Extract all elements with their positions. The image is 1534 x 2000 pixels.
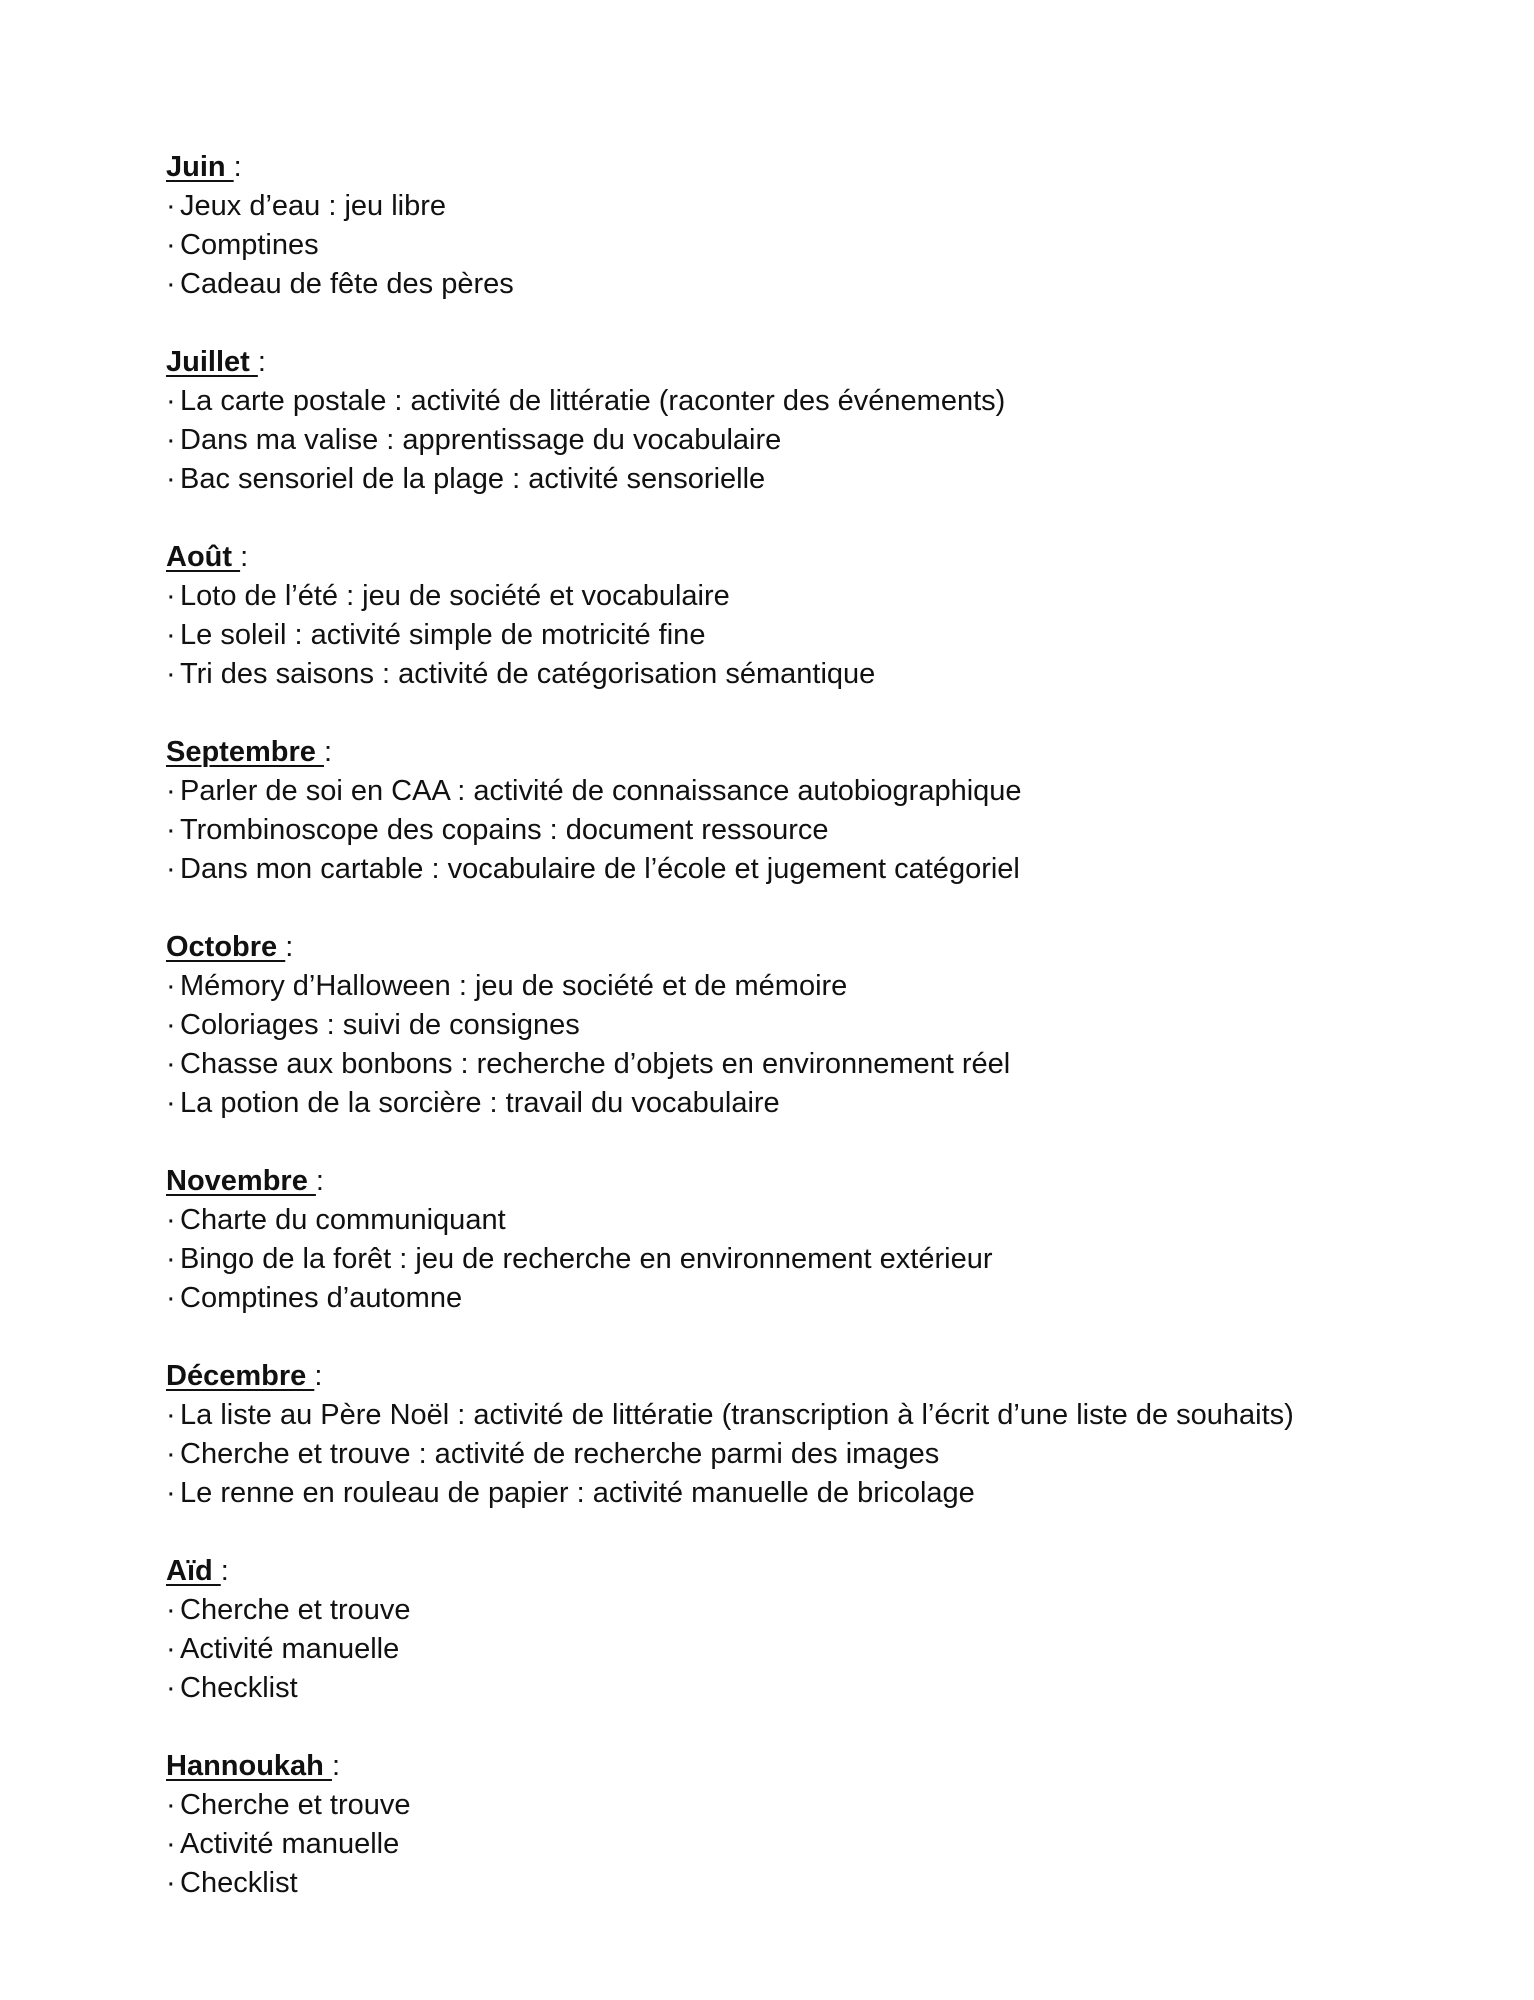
bullet-icon: · [166, 1672, 176, 1704]
list-item-text: Parler de soi en CAA : activité de connaissance autobiographique [180, 775, 1022, 807]
bullet-icon: · [166, 1087, 176, 1119]
month-section [166, 1162, 1466, 1318]
list-item-text: La potion de la sorcière : travail du vocabulaire [180, 1087, 780, 1119]
section-colon: : [285, 931, 294, 963]
list-item-text: Le renne en rouleau de papier : activité manuelle de bricolage [180, 1477, 975, 1509]
list-item [166, 1045, 1466, 1084]
list-item-text: Cadeau de fête des pères [180, 268, 514, 300]
list-item [166, 1591, 1466, 1630]
list-item [166, 1240, 1466, 1279]
list-item [166, 616, 1466, 655]
list-item-text: Cherche et trouve : activité de recherche parmi des images [180, 1438, 940, 1470]
bullet-icon: · [166, 1477, 176, 1509]
list-item-text: Trombinoscope des copains : document ressource [180, 814, 829, 846]
section-heading [166, 343, 1466, 382]
bullet-icon: · [166, 775, 176, 807]
list-item [166, 421, 1466, 460]
list-item [166, 1864, 1466, 1903]
bullet-icon: · [166, 1009, 176, 1041]
section-heading [166, 1162, 1466, 1201]
list-item [166, 811, 1466, 850]
section-heading [166, 538, 1466, 577]
list-item-text: Mémory d’Halloween : jeu de société et de mémoire [180, 970, 848, 1002]
list-item-text: Loto de l’été : jeu de société et vocabulaire [180, 580, 730, 612]
list-item-text: Dans ma valise : apprentissage du vocabulaire [180, 424, 782, 456]
section-title: Décembre [166, 1360, 315, 1392]
bullet-icon: · [166, 229, 176, 261]
bullet-icon: · [166, 190, 176, 222]
list-item [166, 1396, 1466, 1435]
list-item [166, 1669, 1466, 1708]
list-item [166, 1084, 1466, 1123]
section-colon: : [257, 346, 266, 378]
month-section [166, 1747, 1466, 1903]
list-item [166, 655, 1466, 694]
list-item-text: Activité manuelle [180, 1828, 400, 1860]
section-title: Août [166, 541, 241, 573]
section-title: Septembre [166, 736, 324, 768]
list-item [166, 1435, 1466, 1474]
list-item-text: Bingo de la forêt : jeu de recherche en environnement extérieur [180, 1243, 993, 1275]
bullet-icon: · [166, 424, 176, 456]
section-colon: : [240, 541, 249, 573]
bullet-icon: · [166, 1399, 176, 1431]
bullet-icon: · [166, 580, 176, 612]
bullet-icon: · [166, 970, 176, 1002]
list-item [166, 850, 1466, 889]
bullet-icon: · [166, 1204, 176, 1236]
list-item [166, 382, 1466, 421]
list-item-text: Charte du communiquant [180, 1204, 506, 1236]
section-title: Novembre [166, 1165, 316, 1197]
list-item-text: Coloriages : suivi de consignes [180, 1009, 580, 1041]
section-heading [166, 148, 1466, 187]
section-title: Octobre [166, 931, 286, 963]
list-item [166, 1006, 1466, 1045]
section-colon: : [314, 1360, 323, 1392]
list-item-text: Dans mon cartable : vocabulaire de l’école et jugement catégoriel [180, 853, 1020, 885]
bullet-icon: · [166, 463, 176, 495]
list-item [166, 1786, 1466, 1825]
list-item-text: Checklist [180, 1867, 298, 1899]
month-section [166, 928, 1466, 1123]
list-item-text: Chasse aux bonbons : recherche d’objets en environnement réel [180, 1048, 1011, 1080]
month-section [166, 538, 1466, 694]
list-item [166, 967, 1466, 1006]
section-colon: : [233, 151, 242, 183]
bullet-icon: · [166, 619, 176, 651]
list-item [166, 187, 1466, 226]
list-item [166, 577, 1466, 616]
list-item [166, 1279, 1466, 1318]
bullet-icon: · [166, 814, 176, 846]
list-item [166, 772, 1466, 811]
list-item-text: Le soleil : activité simple de motricité fine [180, 619, 706, 651]
list-item-text: Bac sensoriel de la plage : activité sensorielle [180, 463, 766, 495]
month-section [166, 1357, 1466, 1513]
section-colon: : [323, 736, 333, 768]
bullet-icon: · [166, 1594, 176, 1626]
bullet-icon: · [166, 658, 176, 690]
section-title: Juin [166, 151, 234, 183]
section-heading [166, 1357, 1466, 1396]
section-heading [166, 928, 1466, 967]
section-title: Juillet [166, 346, 258, 378]
list-item-text: Cherche et trouve [180, 1789, 411, 1821]
section-colon: : [331, 1750, 341, 1782]
section-title: Aïd [166, 1555, 221, 1587]
list-item-text: Jeux d’eau : jeu libre [180, 190, 446, 222]
document-page [166, 148, 1466, 1942]
month-section [166, 1552, 1466, 1708]
list-item-text: La liste au Père Noël : activité de littératie (transcription à l’écrit d’une liste de souhaits) [180, 1399, 1294, 1431]
month-section [166, 733, 1466, 889]
list-item-text: Checklist [180, 1672, 298, 1704]
list-item [166, 1825, 1466, 1864]
month-section [166, 343, 1466, 499]
bullet-icon: · [166, 853, 176, 885]
bullet-icon: · [166, 385, 176, 417]
list-item-text: La carte postale : activité de littératie (raconter des événements) [180, 385, 1006, 417]
month-section [166, 148, 1466, 304]
list-item-text: Comptines [180, 229, 319, 261]
list-item [166, 1474, 1466, 1513]
bullet-icon: · [166, 1789, 176, 1821]
bullet-icon: · [166, 1633, 176, 1665]
section-heading [166, 733, 1466, 772]
bullet-icon: · [166, 1048, 176, 1080]
bullet-icon: · [166, 268, 176, 300]
section-title: Hannoukah [166, 1750, 332, 1782]
list-item [166, 265, 1466, 304]
bullet-icon: · [166, 1438, 176, 1470]
list-item-text: Cherche et trouve [180, 1594, 411, 1626]
list-item-text: Tri des saisons : activité de catégorisation sémantique [180, 658, 876, 690]
bullet-icon: · [166, 1828, 176, 1860]
section-heading [166, 1552, 1466, 1591]
list-item-text: Comptines d’automne [180, 1282, 463, 1314]
bullet-icon: · [166, 1243, 176, 1275]
bullet-icon: · [166, 1867, 176, 1899]
section-colon: : [315, 1165, 324, 1197]
section-heading [166, 1747, 1466, 1786]
list-item [166, 460, 1466, 499]
list-item-text: Activité manuelle [180, 1633, 400, 1665]
bullet-icon: · [166, 1282, 176, 1314]
section-colon: : [220, 1555, 229, 1587]
list-item [166, 226, 1466, 265]
list-item [166, 1630, 1466, 1669]
list-item [166, 1201, 1466, 1240]
